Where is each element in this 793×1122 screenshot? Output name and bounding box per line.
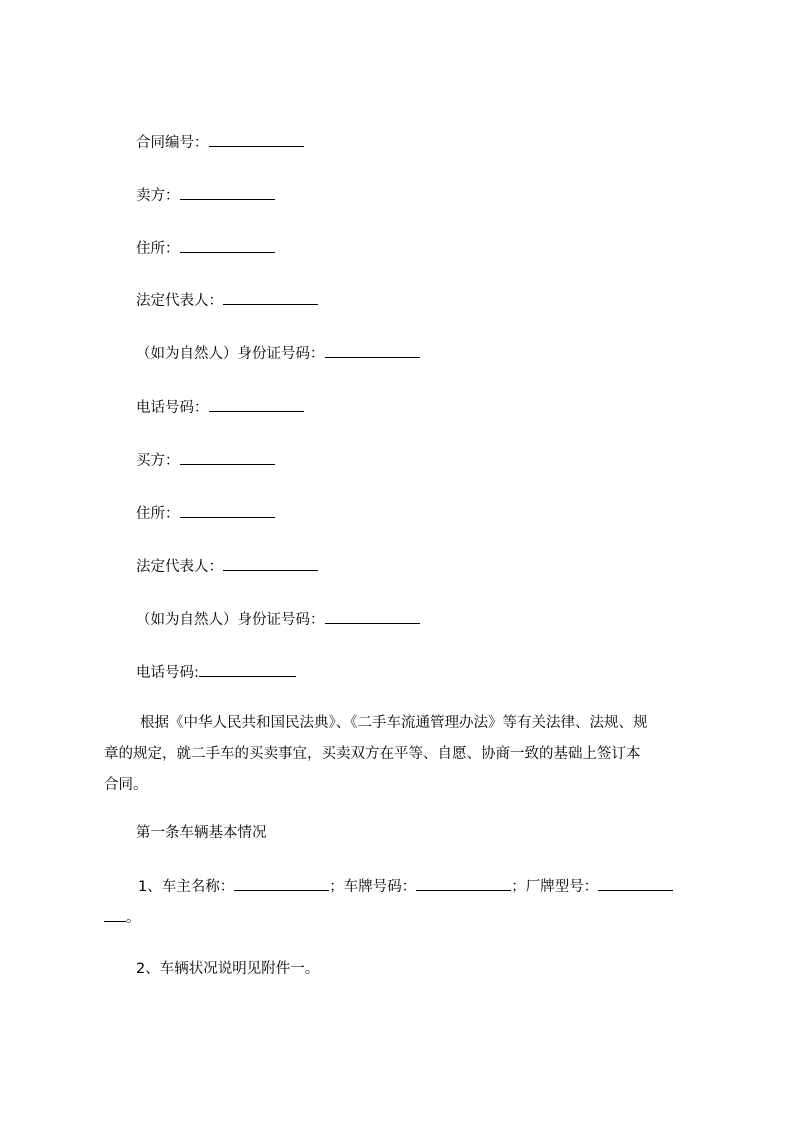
contract-number-line bbox=[136, 132, 304, 153]
buyer-address-blank[interactable] bbox=[180, 503, 275, 518]
contract-number-label: 合同编号： bbox=[136, 135, 209, 151]
seller-legal-rep-label: 法定代表人： bbox=[136, 293, 223, 309]
buyer-line bbox=[136, 450, 275, 471]
brand-model-label: ；厂牌型号： bbox=[511, 879, 599, 895]
buyer-id-blank[interactable] bbox=[325, 609, 420, 624]
buyer-legal-rep-label: 法定代表人： bbox=[136, 559, 223, 575]
preamble-line-1: 根据《中华人民共和国民法典》、《二手车流通管理办法》等有关法律、法规、规 bbox=[140, 715, 648, 731]
buyer-blank[interactable] bbox=[180, 450, 275, 465]
contract-number-blank[interactable] bbox=[209, 132, 304, 147]
seller-blank[interactable] bbox=[180, 185, 275, 200]
article-1-title: 第一条车辆基本情况 bbox=[136, 825, 267, 841]
buyer-phone-blank[interactable] bbox=[199, 662, 296, 677]
owner-name-label: 1、车主名称： bbox=[138, 879, 235, 895]
buyer-address-line bbox=[136, 503, 275, 524]
buyer-legal-rep-blank[interactable] bbox=[223, 556, 318, 571]
buyer-id-line bbox=[136, 609, 420, 630]
owner-name-blank[interactable] bbox=[234, 876, 329, 891]
brand-model-blank-cont[interactable] bbox=[104, 907, 126, 922]
plate-number-blank[interactable] bbox=[416, 876, 511, 891]
buyer-address-label: 住所： bbox=[136, 506, 180, 522]
seller-address-blank[interactable] bbox=[180, 238, 275, 253]
seller-line bbox=[136, 185, 275, 206]
seller-id-line bbox=[136, 343, 420, 364]
plate-number-label: ；车牌号码： bbox=[329, 879, 417, 895]
seller-legal-rep-blank[interactable] bbox=[223, 290, 318, 305]
buyer-id-label: （如为自然人）身份证号码： bbox=[136, 612, 325, 628]
preamble-line-3: 合同。 bbox=[104, 777, 148, 793]
article-1-item-2: 2、车辆状况说明见附件一。 bbox=[136, 961, 320, 977]
buyer-legal-rep-line bbox=[136, 556, 318, 577]
seller-legal-rep-line bbox=[136, 290, 318, 311]
seller-phone-line bbox=[136, 397, 304, 418]
item-1-end: 。 bbox=[126, 910, 141, 926]
seller-id-label: （如为自然人）身份证号码： bbox=[136, 346, 325, 362]
seller-address-label: 住所： bbox=[136, 241, 180, 257]
seller-phone-label: 电话号码： bbox=[136, 400, 209, 416]
seller-phone-blank[interactable] bbox=[209, 397, 304, 412]
seller-label: 卖方： bbox=[136, 188, 180, 204]
article-1-item-1 bbox=[104, 872, 706, 934]
seller-id-blank[interactable] bbox=[325, 343, 420, 358]
preamble-paragraph bbox=[104, 708, 706, 801]
buyer-phone-label: 电话号码: bbox=[136, 665, 199, 681]
buyer-label: 买方： bbox=[136, 453, 180, 469]
seller-address-line bbox=[136, 238, 275, 259]
buyer-phone-line bbox=[136, 662, 296, 683]
preamble-line-2: 章的规定，就二手车的买卖事宜，买卖双方在平等、自愿、协商一致的基础上签订本 bbox=[104, 746, 641, 762]
brand-model-blank[interactable] bbox=[598, 876, 673, 891]
